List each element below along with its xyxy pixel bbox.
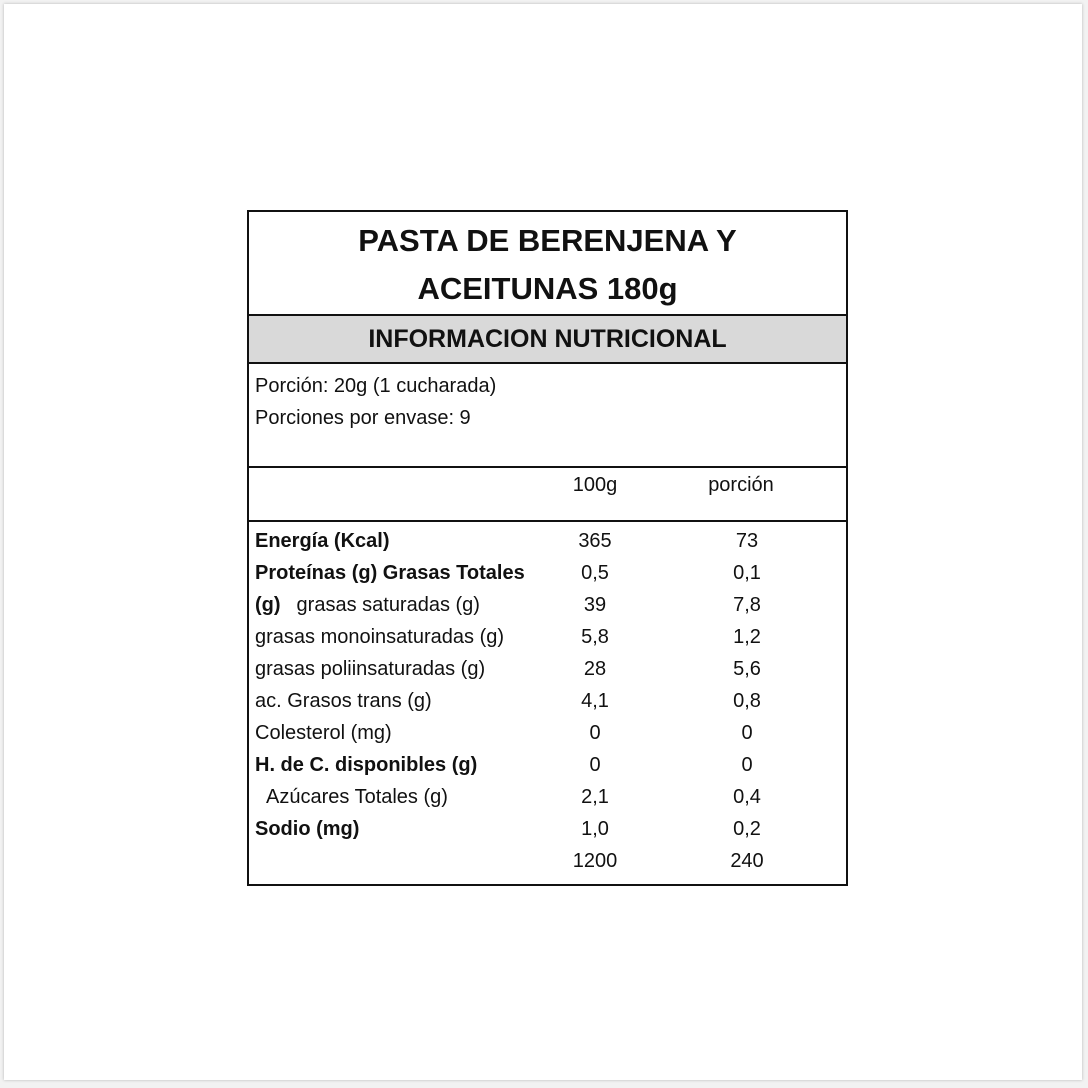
nutrient-row-sodio bbox=[255, 813, 840, 845]
nutrient-label: Proteínas (g) Grasas Totales bbox=[255, 562, 525, 584]
value-portion: 0,4 bbox=[733, 786, 761, 808]
page-canvas bbox=[4, 4, 1082, 1080]
value-portion: 5,6 bbox=[733, 658, 761, 680]
nutrient-row-extra bbox=[255, 845, 840, 877]
serving-info bbox=[255, 370, 496, 434]
nutrient-row-azucares bbox=[255, 781, 840, 813]
nutrition-label bbox=[247, 210, 848, 886]
nutrient-label: Energía (Kcal) bbox=[255, 530, 390, 552]
value-100g: 5,8 bbox=[581, 626, 609, 648]
value-portion: 0,1 bbox=[733, 562, 761, 584]
nutrient-row-trans bbox=[255, 685, 840, 717]
section-header: INFORMACION NUTRICIONAL bbox=[249, 316, 846, 364]
value-100g: 365 bbox=[578, 530, 612, 552]
nutrient-label: Azúcares Totales (g) bbox=[266, 786, 448, 808]
portion-size: Porción: 20g (1 cucharada) bbox=[255, 375, 497, 397]
value-100g: 0 bbox=[589, 754, 601, 776]
value-100g: 0,5 bbox=[581, 562, 609, 584]
nutrient-label: H. de C. disponibles (g) bbox=[255, 754, 478, 776]
divider bbox=[249, 520, 846, 522]
nutrient-label: grasas monoinsaturadas (g) bbox=[255, 626, 505, 648]
divider bbox=[249, 466, 846, 468]
product-title-line-1: PASTA DE BERENJENA Y bbox=[358, 223, 737, 258]
value-portion: 1,2 bbox=[733, 626, 761, 648]
value-100g: 1200 bbox=[572, 850, 618, 872]
nutrient-row-grasas-saturadas bbox=[255, 589, 840, 621]
nutrient-label: ac. Grasos trans (g) bbox=[255, 690, 432, 712]
nutrient-row-proteinas bbox=[255, 557, 840, 589]
nutrient-label-text: grasas saturadas (g) bbox=[296, 594, 480, 616]
value-100g: 2,1 bbox=[581, 786, 609, 808]
nutrient-label bbox=[255, 589, 480, 621]
value-portion: 0,8 bbox=[733, 690, 761, 712]
nutrient-label-unit: (g) bbox=[255, 594, 281, 616]
value-100g: 4,1 bbox=[581, 690, 609, 712]
column-header-portion: porción bbox=[708, 474, 774, 496]
value-portion: 0 bbox=[741, 722, 753, 744]
nutrient-row-monoinsaturadas bbox=[255, 621, 840, 653]
portions-per-pack: Porciones por envase: 9 bbox=[255, 407, 471, 429]
value-portion: 0 bbox=[741, 754, 753, 776]
value-portion: 73 bbox=[735, 530, 759, 552]
nutrient-row-carbohidratos bbox=[255, 749, 840, 781]
value-portion: 0,2 bbox=[733, 818, 761, 840]
column-header-100g: 100g bbox=[572, 474, 618, 496]
value-100g: 28 bbox=[583, 658, 607, 680]
product-title bbox=[249, 212, 846, 316]
value-100g: 0 bbox=[589, 722, 601, 744]
nutrient-row-poliinsaturadas bbox=[255, 653, 840, 685]
value-100g: 1,0 bbox=[581, 818, 609, 840]
nutrient-row-colesterol bbox=[255, 717, 840, 749]
nutrient-label: grasas poliinsaturadas (g) bbox=[255, 658, 486, 680]
nutrient-label: Sodio (mg) bbox=[255, 818, 360, 840]
value-100g: 39 bbox=[583, 594, 607, 616]
nutrient-row-energia bbox=[255, 525, 840, 557]
value-portion: 240 bbox=[730, 850, 764, 872]
product-title-line-2: ACEITUNAS 180g bbox=[417, 271, 678, 306]
value-portion: 7,8 bbox=[733, 594, 761, 616]
nutrient-label: Colesterol (mg) bbox=[255, 722, 392, 744]
